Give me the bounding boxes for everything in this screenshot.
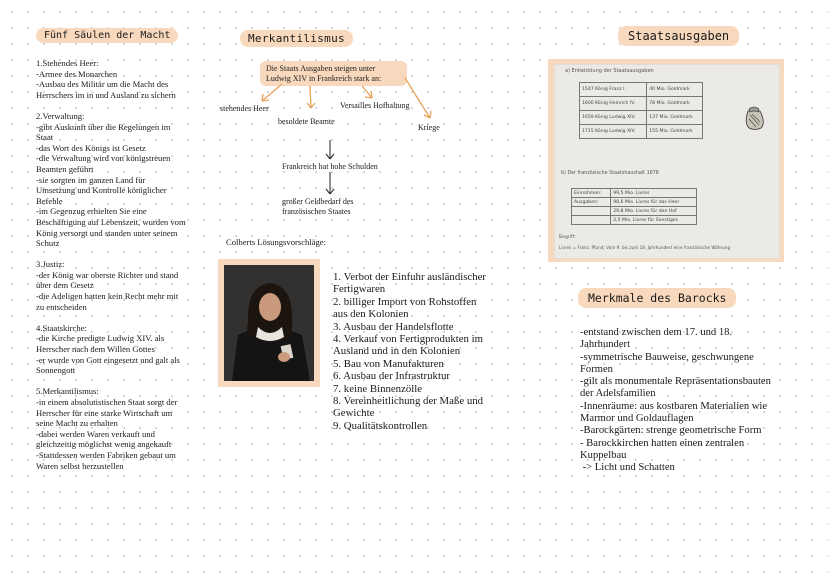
label-schulden: Frankreich hat hohe Schulden xyxy=(282,162,378,171)
arrow-to-heer xyxy=(262,84,282,101)
arrow-to-hof xyxy=(362,86,372,98)
table-cell: 155 Mio. Goldmark xyxy=(647,125,703,139)
heading-merkantilismus: Merkantilismus xyxy=(240,30,353,47)
table-cell xyxy=(572,216,611,225)
table-cell: 2,5 Mio. Livres für Sonstiges xyxy=(611,216,697,225)
merkantilismus-intro-box: Die Staats Ausgaben steigen unter Ludwig XIV in Frankreich stark an: xyxy=(260,61,407,86)
barock-text: -entstand zwischen dem 17. und 18. Jahrhundert -symmetrische Bauweise, geschwungene Formen -gilt als monumentale Repräsentationsbauten der Adelsfamilien -Innenräume: aus kostbaren Materialien wie Marmor und Goldauflagen -Barockgärten: strenge geometrische Form - Barockkirchen hatten einen zentralen Kuppelbau -> Licht und Schatten xyxy=(580,327,771,474)
colbert-list: 1. Verbot der Einfuhr ausländischer Fertigwaren 2. billiger Import von Rohstoffen aus den Kolonien 3. Ausbau der Handelsflotte 4. Verkauf von Fertigprodukten im Ausland und in den Kolonien 5. Bau von Manufakturen 6. Ausbau der Infrastruktur 7. keine Binnenzölle 8. Vereinheitlichung der Maße und Gewichte 9. Qualitätskontrollen xyxy=(333,271,487,432)
arrow-to-kriege xyxy=(405,78,430,118)
heading-staatsausgaben: Staatsausgaben xyxy=(618,26,739,46)
table-cell: 1547 König Franz I. xyxy=(580,83,647,97)
heading-fuenf-saeulen: Fünf Säulen der Macht xyxy=(36,28,178,43)
label-stehendes-heer: stehendes Heer xyxy=(220,104,269,113)
table-row xyxy=(572,207,697,216)
table-row xyxy=(580,125,703,139)
table-row xyxy=(580,111,703,125)
label-kriege: Kriege xyxy=(418,123,440,132)
table-cell: 78 Mio. Goldmark xyxy=(647,97,703,111)
table-cell: 1600 König Heinrich IV. xyxy=(580,97,647,111)
table-cell: 99,5 Mio. Livres xyxy=(611,189,697,198)
table-cell: Einnahmen: xyxy=(572,189,611,198)
portrait-image xyxy=(224,265,314,381)
doc-sub: b) Der französische Staatshaushalt 1678 xyxy=(561,171,659,176)
doc-footer: Livres = Franz. Pfund; Vom 9. bis zum 18. Jahrhundert eine französische Währung xyxy=(559,245,731,250)
table-row xyxy=(580,83,703,97)
doc-table-haushalt xyxy=(571,188,697,225)
arrow-to-beamte xyxy=(310,86,311,108)
table-cell: 98,6 Mio. Livres für das Heer xyxy=(611,198,697,207)
doc-header: a) Entwicklung der Staatsausgaben xyxy=(565,68,654,74)
table-cell: 29,8 Mio. Livres für den Hof xyxy=(611,207,697,216)
table-row xyxy=(580,97,703,111)
label-besoldete-beamte: besoldete Beamte xyxy=(278,117,335,126)
table-cell: Ausgaben: xyxy=(572,198,611,207)
table-cell: 137 Mio. Goldmark xyxy=(647,111,703,125)
portrait-frame xyxy=(218,259,320,387)
doc-table-ausgaben xyxy=(579,82,703,139)
table-row xyxy=(572,189,697,198)
heading-barock: Merkmale des Barocks xyxy=(578,288,736,308)
label-geldbedarf: großer Geldbedarf des französischen Staates xyxy=(282,197,354,216)
document-photo xyxy=(554,64,780,259)
table-cell xyxy=(572,207,611,216)
saeulen-text: 1.Stehendes Heer: -Armee des Monarchen -Ausbau des Militär um die Macht des Herrschers im in und Ausland zu sichern 2.Verwaltung: -gibt Auskunft über die Regelungen im Staat -das Wort des Königs ist Gesetz -die Verwaltung wird von königstreuen Beamten geführt -sie sorgten im ganzen Land für Umsetzung und Kontrolle königlicher Befehle -im Gegenzug erhielten Sie eine Beschäftigung auf Lebenszeit, wurden vom König versorgt und standen unter seinem Schutz 3.Justiz: -der König war oberste Richter und stand über dem Gesetz -die Adeligen hatten kein Recht mehr mit zu entscheiden 4.Staatskirche: -die Kirche predigte Ludwig XIV. als Herrscher nach dem Willen Gottes -er wurde von Gott eingesetzt und galt als Sonnengott 5.Merkantilismus: -in einem absolutistischen Staat sorgt der Herrscher für eine starke Wirtschaft um seine Macht zu erhalten -dabei werden Waren verkauft und gleichzeitig möglichst wenig angekauft -Stattdessen werden Fabriken gebaut um Waren selbst herzustellen xyxy=(36,58,186,471)
table-row xyxy=(572,198,697,207)
table-cell: 40 Mio. Goldmark xyxy=(647,83,703,97)
doc-begriff: Begriff: xyxy=(559,235,576,240)
colbert-title: Colberts Lösungsvorschläge: xyxy=(226,237,327,247)
table-row xyxy=(572,216,697,225)
money-bag-icon xyxy=(741,101,767,131)
table-cell: 1715 König Ludwig XIV. xyxy=(580,125,647,139)
label-versailles-hofhaltung: Versailles Hofhaltung xyxy=(340,101,410,110)
table-cell: 1659 König Ludwig XIV. xyxy=(580,111,647,125)
